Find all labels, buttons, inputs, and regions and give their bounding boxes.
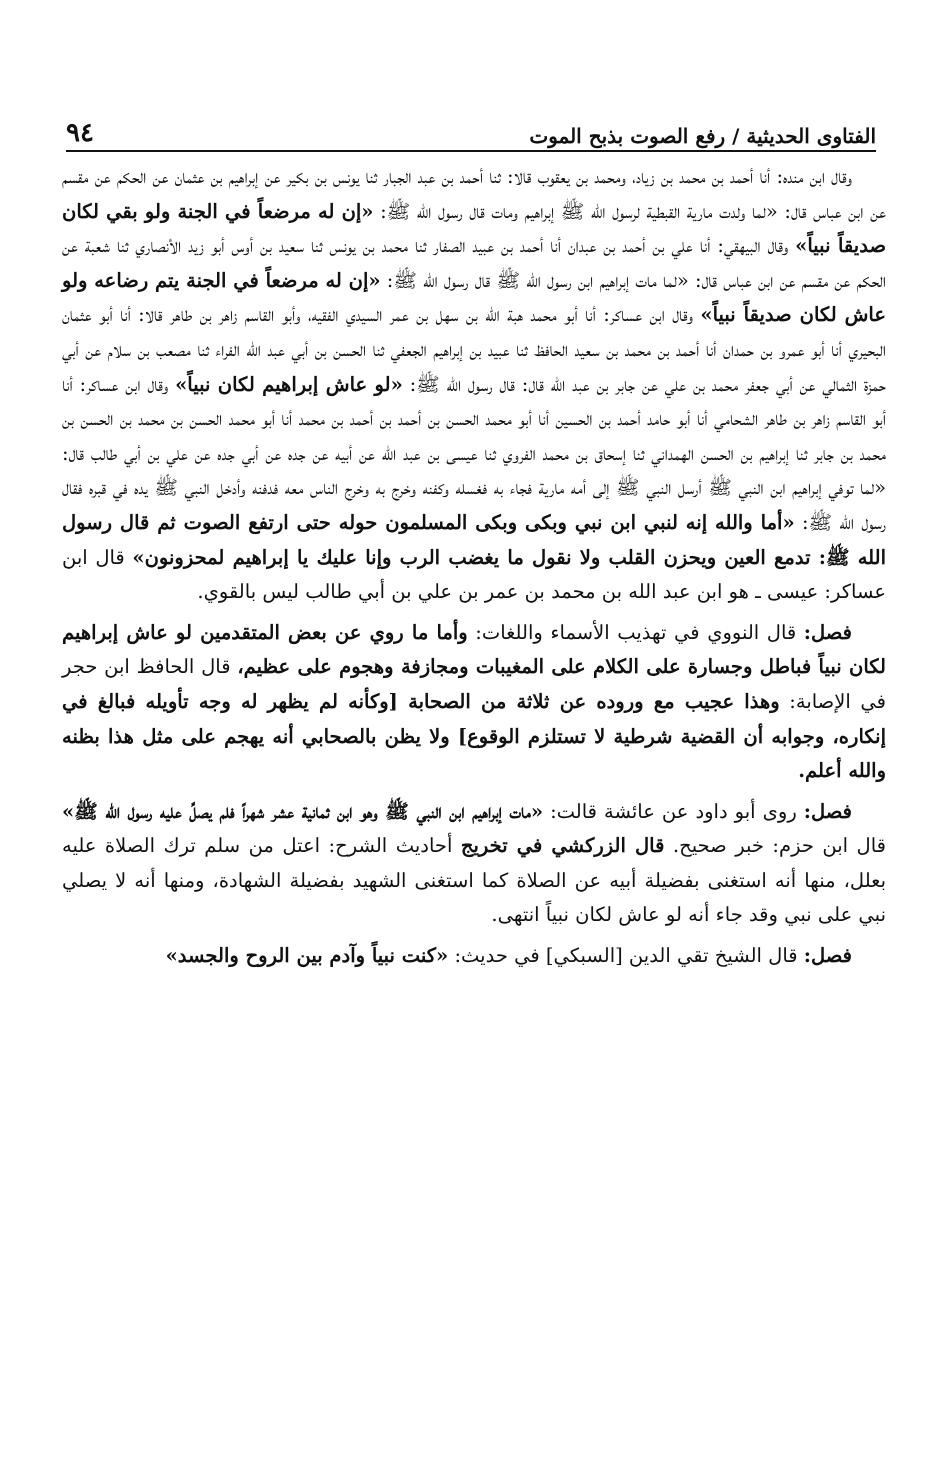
section-label: فصل: — [803, 620, 852, 644]
text-segment: وقال ابن عساكر: أنا أبو محمد هبة الله بن سهل بن عمر السيدي الفقيه، وأبو القاسم زاهر بن طاهر قالا: أنا أبو عثمان البحيري أنا أبو عمرو بن حمدان أنا أحمد بن محمد بن سعيد الحافظ ثنا عبيد بن إبراهيم الجعفي ثنا الحسن بن أبي عبد الله الفراء ثنا مصعب بن سلام عن أبي حمزة الثمالي عن أبي جعفر محمد بن علي عن جابر بن عبد الله قال: قال رسول الله ﷺ: — [62, 303, 887, 396]
text-segment: قال ابن عساكر: عيسى ـ هو ابن عبد الله بن محمد بن عمر بن علي بن أبي طالب ليس بالقوي. — [62, 545, 886, 604]
paragraph-intro — [62, 160, 886, 610]
bold-text-segment: «كنت نبياً وآدم بين الروح والجسد» — [165, 944, 449, 968]
page-header — [66, 112, 876, 152]
paragraph-fasl — [62, 795, 886, 933]
text-segment: روى أبو داود عن عائشة قالت: — [543, 799, 804, 823]
paragraph-fasl — [62, 616, 886, 789]
paragraph-fasl — [62, 939, 886, 974]
text-segment: وقال البيهقي: أنا علي بن أحمد بن عبدان أنا أحمد بن عبيد الصفار ثنا محمد بن يونس ثنا سعيد بن أوس أبو زيد الأنصاري ثنا شعبة عن الحكم عن مقسم عن ابن عباس قال: «لما مات إبراهيم ابن رسول الله ﷺ قال رسول الله ﷺ: — [62, 234, 886, 292]
text-segment: قال الحافظ ابن حجر في الإصابة: — [62, 655, 886, 713]
text-segment: وقال ابن منده: أنا أحمد بن محمد بن زياد، ومحمد بن يعقوب قالا: ثنا أحمد بن عبد الجبار ثنا يونس بن بكير عن إبراهيم بن عثمان عن الحكم عن مقسم عن ابن عباس قال: «لما ولدت مارية القبطية لرسول الله ﷺ إبراهيم ومات قال رسول الله ﷺ: — [62, 165, 887, 223]
section-label: فصل: — [803, 944, 852, 968]
body-text — [62, 160, 886, 974]
section-label: فصل: — [803, 799, 852, 823]
text-segment: قال الشيخ تقي الدين [السبكي] في حديث: — [448, 944, 804, 968]
bold-text-segment: «أما والله إنه لنبي ابن نبي وبكى وبكى المسلمون حوله حتى ارتفع الصوت ثم قال رسول الله ﷺ: تدمع العين ويحزن القلب ولا نقول ما يغضب الرب وإنا عليك يا إبراهيم لمحزونون» — [62, 510, 886, 569]
running-title: الفتاوى الحديثية / رفع الصوت بذبح الموت — [529, 124, 876, 148]
bold-text-segment: قال الزركشي في تخريج — [460, 834, 665, 858]
bold-text-segment: «لو عاش إبراهيم لكان نبياً» — [175, 372, 403, 396]
bold-text-segment: «إن له مرضعاً في الجنة يتم رضاعه ولو عاش لكان صديقاً نبياً» — [62, 268, 886, 327]
text-segment: وقال ابن عساكر: أنا أبو القاسم زاهر بن طاهر الشحامي أنا أبو حامد أحمد بن الحسين أنا أبو محمد الحسن بن أحمد بن أحمد بن محمد أنا أبو محمد الحسن بن محمد بن الحسن بن محمد بن جابر ثنا إبراهيم بن الحسن الهمداني ثنا إسحاق بن محمد الفروي ثنا عيسى بن عبد الله عن أبيه عن جده عن أبي جده عن علي بن أبي طالب قال: «لما توفي إبراهيم ابن النبي ﷺ أرسل النبي ﷺ إلى أمه مارية فجاء به فغسله وكفنه وخرج به وخرج الناس معه فدفنه وأدخل النبي ﷺ يده في قبره فقال رسول الله ﷺ: — [62, 372, 886, 534]
text-segment: قال النووي في تهذيب الأسماء واللغات: — [467, 620, 804, 644]
bold-text-segment: وهذا عجيب مع وروده عن ثلاثة من الصحابة [وكأنه لم يظهر له وجه تأويله فبالغ في إنكاره، وجوابه أن القضية شرطية لا تستلزم الوقوع] ولا يظن بالصحابي أنه يهجم على مثل هذا بظنه والله أعلم. — [62, 689, 886, 783]
page-number: ٩٤ — [66, 118, 94, 148]
text-segment: قال ابن حزم: خبر صحيح. — [664, 834, 886, 858]
bold-text-segment: وأما ما روي عن بعض المتقدمين لو عاش إبراهيم لكان نبياً فباطل وجسارة على الكلام على المغيبات ومجازفة وهجوم على عظيم، — [62, 620, 886, 679]
text-segment: أحاديث الشرح: اعتل من سلم ترك الصلاة عليه بعلل، منها أنه استغنى بفضيلة أبيه عن الصلاة كما استغنى الشهيد بفضيلة الشهادة، ومنها أنه لا يصلي نبي على نبي وقد جاء أنه لو عاش لكان نبياً انتهى. — [62, 834, 886, 927]
bold-text-segment: «إن له مرضعاً في الجنة ولو بقي لكان صديقاً نبياً» — [62, 199, 887, 258]
bold-text-segment: «مات إبراهيم ابن النبي ﷺ وهو ابن ثمانية عشر شهراً فلم يصلِّ عليه رسول الله ﷺ» — [62, 799, 544, 823]
